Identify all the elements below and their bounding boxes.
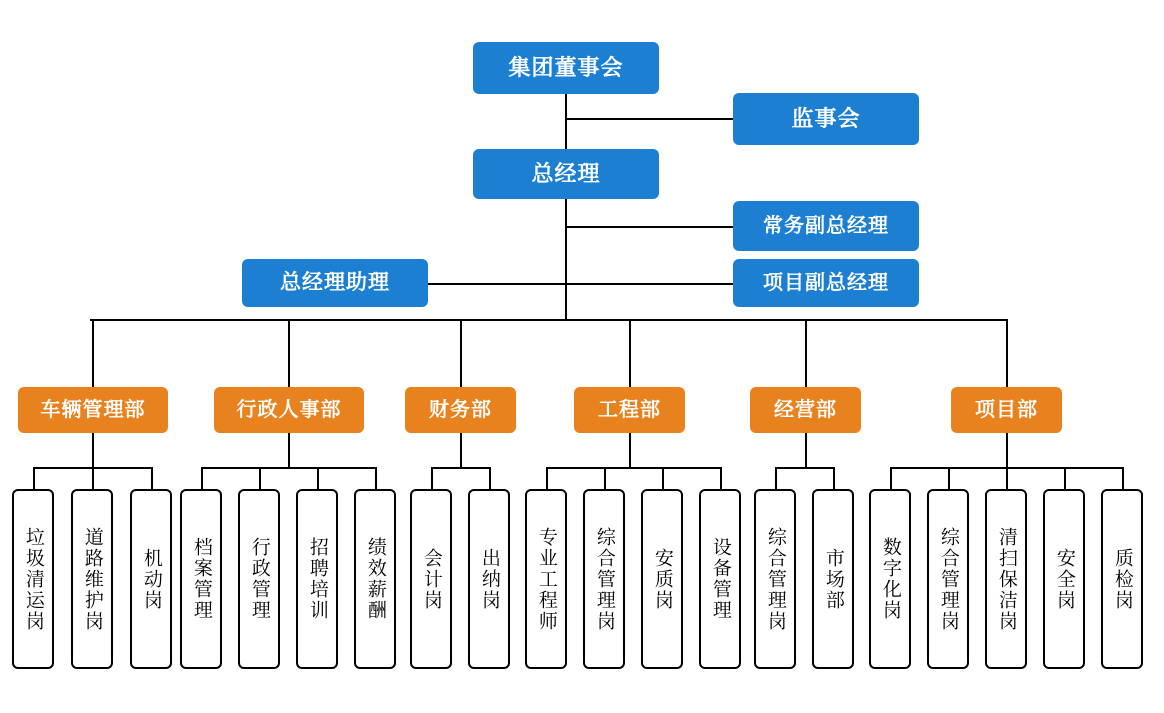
connector-dept-riser-engineering bbox=[629, 319, 631, 387]
leaf-label: 出纳岗 bbox=[478, 547, 500, 611]
node-department-vehicle[interactable]: 车辆管理部 bbox=[18, 387, 168, 433]
connector-pos-riser bbox=[151, 467, 153, 489]
connector-dept-riser-vehicle bbox=[92, 319, 94, 387]
node-project-vice-gm[interactable]: 项目副总经理 bbox=[733, 259, 919, 307]
leaf-position[interactable] bbox=[525, 489, 567, 669]
leaf-position[interactable] bbox=[641, 489, 683, 669]
leaf-position[interactable] bbox=[583, 489, 625, 669]
connector-pos-riser bbox=[1064, 467, 1066, 489]
leaf-position[interactable] bbox=[1101, 489, 1143, 669]
connector-to-exec-vp bbox=[565, 226, 733, 228]
connector-pos-riser bbox=[431, 467, 433, 489]
leaf-label: 绩效薪酬 bbox=[364, 537, 386, 621]
connector-pos-riser bbox=[1006, 467, 1008, 489]
leaf-label: 数字化岗 bbox=[879, 537, 901, 621]
leaf-label: 综合管理岗 bbox=[593, 526, 615, 632]
leaf-label: 档案管理 bbox=[190, 537, 212, 621]
leaf-position[interactable] bbox=[410, 489, 452, 669]
node-gm-assistant[interactable]: 总经理助理 bbox=[242, 259, 428, 307]
leaf-position[interactable] bbox=[71, 489, 113, 669]
connector-pos-riser bbox=[546, 467, 548, 489]
connector-dept-stem-finance bbox=[460, 433, 462, 467]
connector-department-bus bbox=[90, 319, 1008, 321]
leaf-position[interactable] bbox=[296, 489, 338, 669]
leaf-position[interactable] bbox=[180, 489, 222, 669]
connector-dept-stem-project bbox=[1006, 433, 1008, 467]
node-department-operations[interactable]: 经营部 bbox=[750, 387, 861, 433]
leaf-label: 机动岗 bbox=[140, 547, 162, 611]
leaf-label: 安质岗 bbox=[651, 547, 673, 611]
node-department-project[interactable]: 项目部 bbox=[951, 387, 1062, 433]
leaf-label: 设备管理 bbox=[709, 537, 731, 621]
connector-dept-riser-finance bbox=[460, 319, 462, 387]
connector-pos-riser bbox=[259, 467, 261, 489]
node-general-manager[interactable]: 总经理 bbox=[473, 149, 659, 199]
connector-dept-stem-operations bbox=[805, 433, 807, 467]
connector-pos-riser bbox=[604, 467, 606, 489]
connector-pos-riser bbox=[375, 467, 377, 489]
connector-dept-stem-vehicle bbox=[92, 433, 94, 467]
connector-gm-down bbox=[565, 197, 567, 319]
leaf-label: 综合管理岗 bbox=[937, 526, 959, 632]
leaf-position[interactable] bbox=[130, 489, 172, 669]
connector-board-to-gm bbox=[565, 94, 567, 152]
node-executive-vice-gm[interactable]: 常务副总经理 bbox=[733, 201, 919, 251]
node-supervisory-board[interactable]: 监事会 bbox=[733, 93, 919, 145]
connector-dept-stem-admin bbox=[288, 433, 290, 467]
leaf-position[interactable] bbox=[812, 489, 854, 669]
connector-pos-bus-operations bbox=[775, 467, 833, 469]
connector-pos-riser bbox=[720, 467, 722, 489]
connector-pos-riser bbox=[317, 467, 319, 489]
leaf-position[interactable] bbox=[754, 489, 796, 669]
leaf-label: 行政管理 bbox=[248, 537, 270, 621]
leaf-label: 招聘培训 bbox=[306, 537, 328, 621]
leaf-position[interactable] bbox=[12, 489, 54, 669]
connector-dept-riser-project bbox=[1006, 319, 1008, 387]
leaf-label: 道路维护岗 bbox=[81, 526, 103, 632]
connector-pos-riser bbox=[948, 467, 950, 489]
connector-assistant-to-project-vp bbox=[424, 283, 733, 285]
connector-pos-bus-admin bbox=[201, 467, 375, 469]
connector-pos-riser bbox=[201, 467, 203, 489]
leaf-position[interactable] bbox=[468, 489, 510, 669]
leaf-position[interactable] bbox=[1043, 489, 1085, 669]
connector-pos-riser bbox=[833, 467, 835, 489]
node-department-admin-hr[interactable]: 行政人事部 bbox=[214, 387, 364, 433]
connector-pos-riser bbox=[1122, 467, 1124, 489]
connector-dept-stem-engineering bbox=[629, 433, 631, 467]
leaf-position[interactable] bbox=[238, 489, 280, 669]
connector-pos-bus-finance bbox=[431, 467, 489, 469]
connector-pos-riser bbox=[92, 467, 94, 489]
leaf-position[interactable] bbox=[354, 489, 396, 669]
connector-dept-riser-operations bbox=[805, 319, 807, 387]
connector-dept-riser-admin bbox=[288, 319, 290, 387]
connector-pos-bus-engineering bbox=[546, 467, 721, 469]
connector-pos-riser bbox=[33, 467, 35, 489]
leaf-label: 质检岗 bbox=[1111, 547, 1133, 611]
leaf-position[interactable] bbox=[869, 489, 911, 669]
leaf-label: 清扫保洁岗 bbox=[995, 526, 1017, 632]
connector-pos-riser bbox=[662, 467, 664, 489]
node-board[interactable]: 集团董事会 bbox=[473, 42, 659, 94]
leaf-label: 安全岗 bbox=[1053, 547, 1075, 611]
leaf-position[interactable] bbox=[699, 489, 741, 669]
leaf-label: 会计岗 bbox=[420, 547, 442, 611]
leaf-label: 市场部 bbox=[822, 547, 844, 611]
connector-to-supervisory bbox=[565, 118, 733, 120]
connector-pos-riser bbox=[775, 467, 777, 489]
leaf-position[interactable] bbox=[927, 489, 969, 669]
leaf-position[interactable] bbox=[985, 489, 1027, 669]
connector-pos-riser bbox=[489, 467, 491, 489]
leaf-label: 垃圾清运岗 bbox=[22, 526, 44, 632]
node-department-finance[interactable]: 财务部 bbox=[405, 387, 516, 433]
node-department-engineering[interactable]: 工程部 bbox=[574, 387, 685, 433]
leaf-label: 综合管理岗 bbox=[764, 526, 786, 632]
leaf-label: 专业工程师 bbox=[535, 526, 557, 632]
connector-pos-riser bbox=[890, 467, 892, 489]
